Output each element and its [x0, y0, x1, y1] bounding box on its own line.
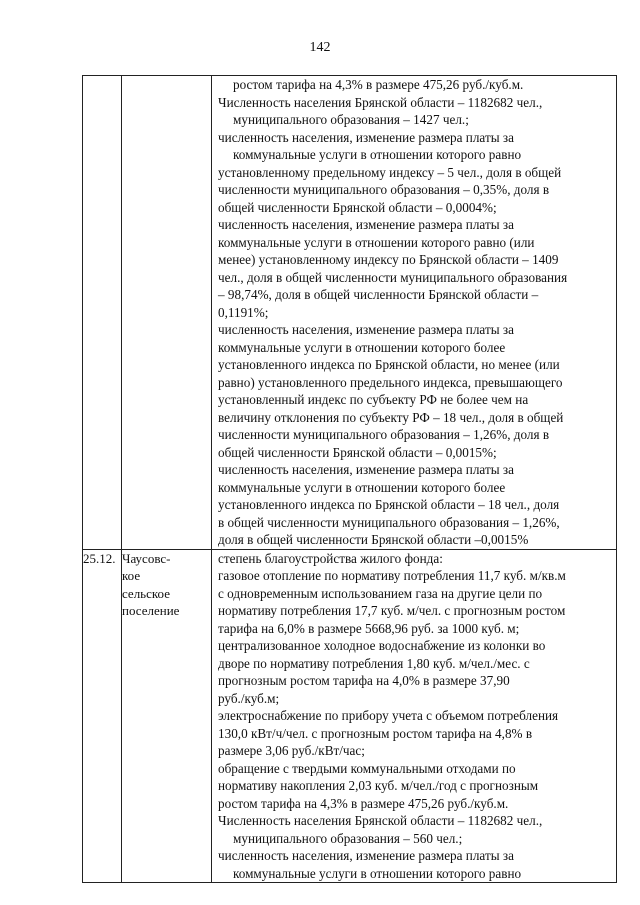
- row-number-cell: [83, 549, 122, 883]
- description-line: электроснабжение по прибору учета с объемом потребления: [218, 708, 559, 723]
- description-line: численность населения, изменение размера платы за: [218, 462, 514, 477]
- description-line: – 98,74%, доля в общей численности Брянской области –: [218, 287, 539, 302]
- description-line: обращение с твердыми коммунальными отходами по: [218, 760, 516, 776]
- description-line: тарифа на 6,0% в размере 5668,96 руб. за 1000 куб. м;: [218, 620, 520, 636]
- description-line: численность населения, изменение размера платы за: [218, 217, 514, 232]
- settlement-name-line: кое: [122, 568, 141, 583]
- description-line: численности муниципального образования – 0,35%, доля в: [218, 182, 550, 197]
- description-line: муниципального образования – 1427 чел.;: [233, 112, 469, 127]
- settlement-name-cell: [122, 549, 212, 883]
- description-line: численность населения, изменение размера платы за: [218, 129, 514, 145]
- description-line: численность населения, изменение размера платы за: [218, 848, 514, 863]
- description-line: централизованное холодное водоснабжение из колонки во: [218, 638, 546, 653]
- description-line: степень благоустройства жилого фонда:: [218, 550, 443, 566]
- description-line: Численность населения Брянской области – 1182682 чел.,: [218, 94, 543, 110]
- description-line: ростом тарифа на 4,3% в размере 475,26 руб./куб.м.: [218, 795, 509, 811]
- description-line: Численность населения Брянской области – 1182682 чел.,: [218, 813, 543, 828]
- description-line: ростом тарифа на 4,3% в размере 475,26 руб./куб.м.: [233, 77, 524, 92]
- description-line: 0,1191%;: [218, 304, 269, 320]
- description-line: муниципального образования – 560 чел.;: [233, 830, 463, 846]
- description-line: общей численности Брянской области – 0,0004%;: [218, 199, 497, 215]
- description-line: численности муниципального образования – 1,26%, доля в: [218, 427, 550, 442]
- settlement-name-line: сельское: [122, 585, 170, 601]
- description-line: с одновременным использованием газа на другие цели по: [218, 585, 543, 601]
- description-line: менее) установленному индексу по Брянской области – 1409: [218, 252, 559, 267]
- description-line: 130,0 кВт/ч/чел. с прогнозным ростом тарифа на 4,8% в: [218, 725, 533, 741]
- document-table: [82, 75, 617, 883]
- page-number: 142: [309, 40, 331, 55]
- description-line: установленного индекса по Брянской области, но менее (или: [218, 357, 560, 372]
- description-line: дворе по нормативу потребления 1,80 куб. м/чел./мес. с: [218, 655, 530, 671]
- description-line: в общей численности муниципального образования – 1,26%,: [218, 514, 560, 530]
- description-line: нормативу накопления 2,03 куб. м/чел./год с прогнозным: [218, 778, 539, 793]
- description-line: коммунальные услуги в отношении которого более: [218, 479, 506, 495]
- description-line: размере 3,06 руб./кВт/час;: [218, 743, 365, 758]
- description-line: прогнозным ростом тарифа на 4,0% в размере 37,90: [218, 673, 510, 688]
- description-line: коммунальные услуги в отношении которого более: [218, 339, 506, 355]
- table-row: [83, 76, 617, 550]
- description-line: коммунальные услуги в отношении которого равно: [233, 147, 522, 162]
- settlement-name-cell: [122, 76, 212, 550]
- settlement-name-line: поселение: [122, 603, 180, 618]
- description-line: чел., доля в общей численности муниципального образования: [218, 269, 568, 285]
- description-line: равно) установленного предельного индекса, превышающего: [218, 374, 563, 390]
- description-line: коммунальные услуги в отношении которого равно (или: [218, 234, 535, 250]
- description-line: величину отклонения по субъекту РФ – 18 чел., доля в общей: [218, 409, 564, 425]
- description-cell: [212, 549, 617, 883]
- description-line: коммунальные услуги в отношении которого равно: [233, 865, 522, 881]
- row-number-cell: [83, 76, 122, 550]
- description-line: общей численности Брянской области – 0,0015%;: [218, 444, 497, 460]
- table-body: [83, 76, 617, 883]
- description-cell: [212, 76, 617, 550]
- description-line: газовое отопление по нормативу потребления 11,7 куб. м/кв.м: [218, 568, 566, 583]
- description-line: доля в общей численности Брянской области –0,0015%: [218, 532, 529, 547]
- description-line: установленный индекс по субъекту РФ не более чем на: [218, 392, 529, 407]
- row-number: 25.12.: [83, 550, 116, 566]
- description-line: нормативу потребления 17,7 куб. м/чел. с прогнозным ростом: [218, 603, 566, 618]
- description-line: численность населения, изменение размера платы за: [218, 322, 514, 337]
- table-row: [83, 549, 617, 883]
- description-line: установленному предельному индексу – 5 чел., доля в общей: [218, 164, 562, 180]
- description-line: установленного индекса по Брянской области – 18 чел., доля: [218, 497, 560, 512]
- settlement-name-line: Чаусовс-: [122, 550, 171, 566]
- description-line: руб./куб.м;: [218, 690, 280, 706]
